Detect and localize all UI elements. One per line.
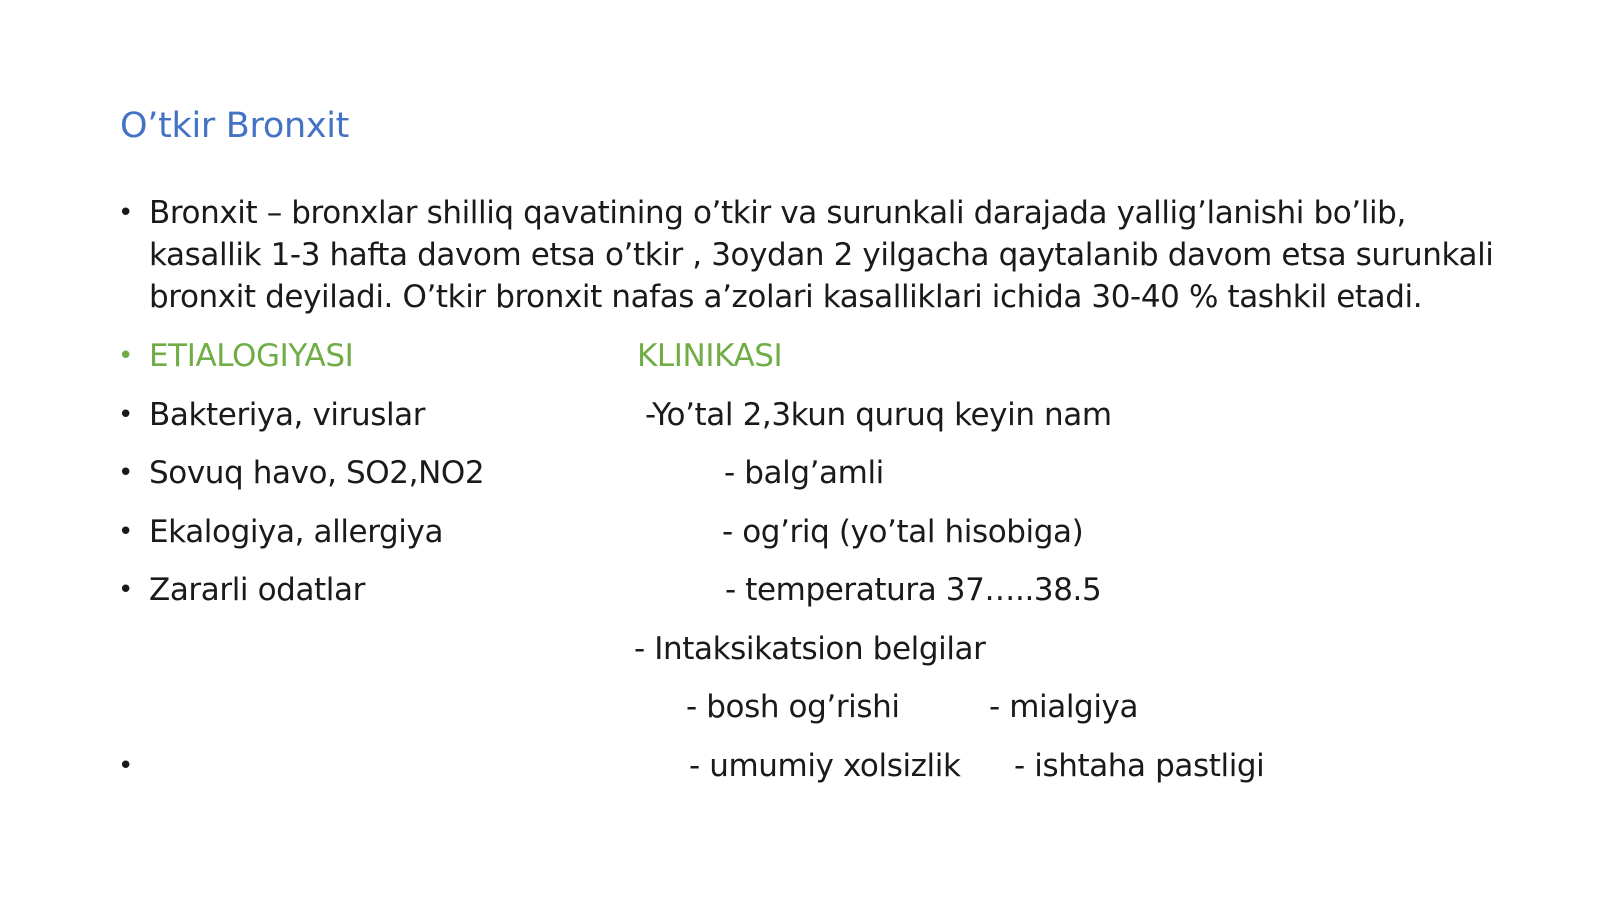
paragraph-line-3: bronxit deyiladi. O’tkir bronxit nafas a’zolari kasalliklari ichida 30-40 % tashkil etadi.: [149, 279, 1423, 315]
bullet-etiology-2: •: [118, 458, 134, 488]
clinic-item-5: - Intaksikatsion belgilar: [634, 631, 986, 667]
clinic-item-4: - temperatura 37…..38.5: [725, 572, 1102, 608]
bullet-etiology-1: •: [118, 400, 134, 430]
clinic-item-3: - og’riq (yo’tal hisobiga): [722, 514, 1084, 550]
etiology-item-4: Zararli odatlar: [149, 572, 365, 608]
etiology-item-3: Ekalogiya, allergiya: [149, 514, 444, 550]
etiology-item-1: Bakteriya, viruslar: [149, 397, 426, 433]
etiology-heading: ETIALOGIYASI: [149, 338, 354, 374]
clinic-item-6: - bosh og’rishi: [686, 689, 900, 725]
clinic-item-7: - mialgiya: [989, 689, 1139, 725]
paragraph-line-1: Bronxit – bronxlar shilliq qavatining o’tkir va surunkali darajada yallig’lanishi bo’lib,: [149, 195, 1406, 231]
clinic-item-8: - umumiy xolsizlik: [689, 748, 961, 784]
clinic-item-9: - ishtaha pastligi: [1014, 748, 1265, 784]
etiology-item-2: Sovuq havo, SO2,NO2: [149, 455, 485, 491]
slide-title: O’tkir Bronxit: [120, 106, 350, 146]
paragraph-line-2: kasallik 1-3 hafta davom etsa o’tkir , 3oydan 2 yilgacha qaytalanib davom etsa surunkali: [149, 237, 1494, 273]
bullet-etiology-heading: •: [118, 341, 134, 371]
clinic-item-1: -Yo’tal 2,3kun quruq keyin nam: [645, 397, 1112, 433]
bullet-paragraph: •: [118, 198, 134, 228]
bullet-etiology-3: •: [118, 517, 134, 547]
clinic-item-2: - balg’amli: [724, 455, 884, 491]
bullet-empty: •: [118, 751, 134, 781]
bullet-etiology-4: •: [118, 575, 134, 605]
clinic-heading: KLINIKASI: [637, 338, 783, 374]
